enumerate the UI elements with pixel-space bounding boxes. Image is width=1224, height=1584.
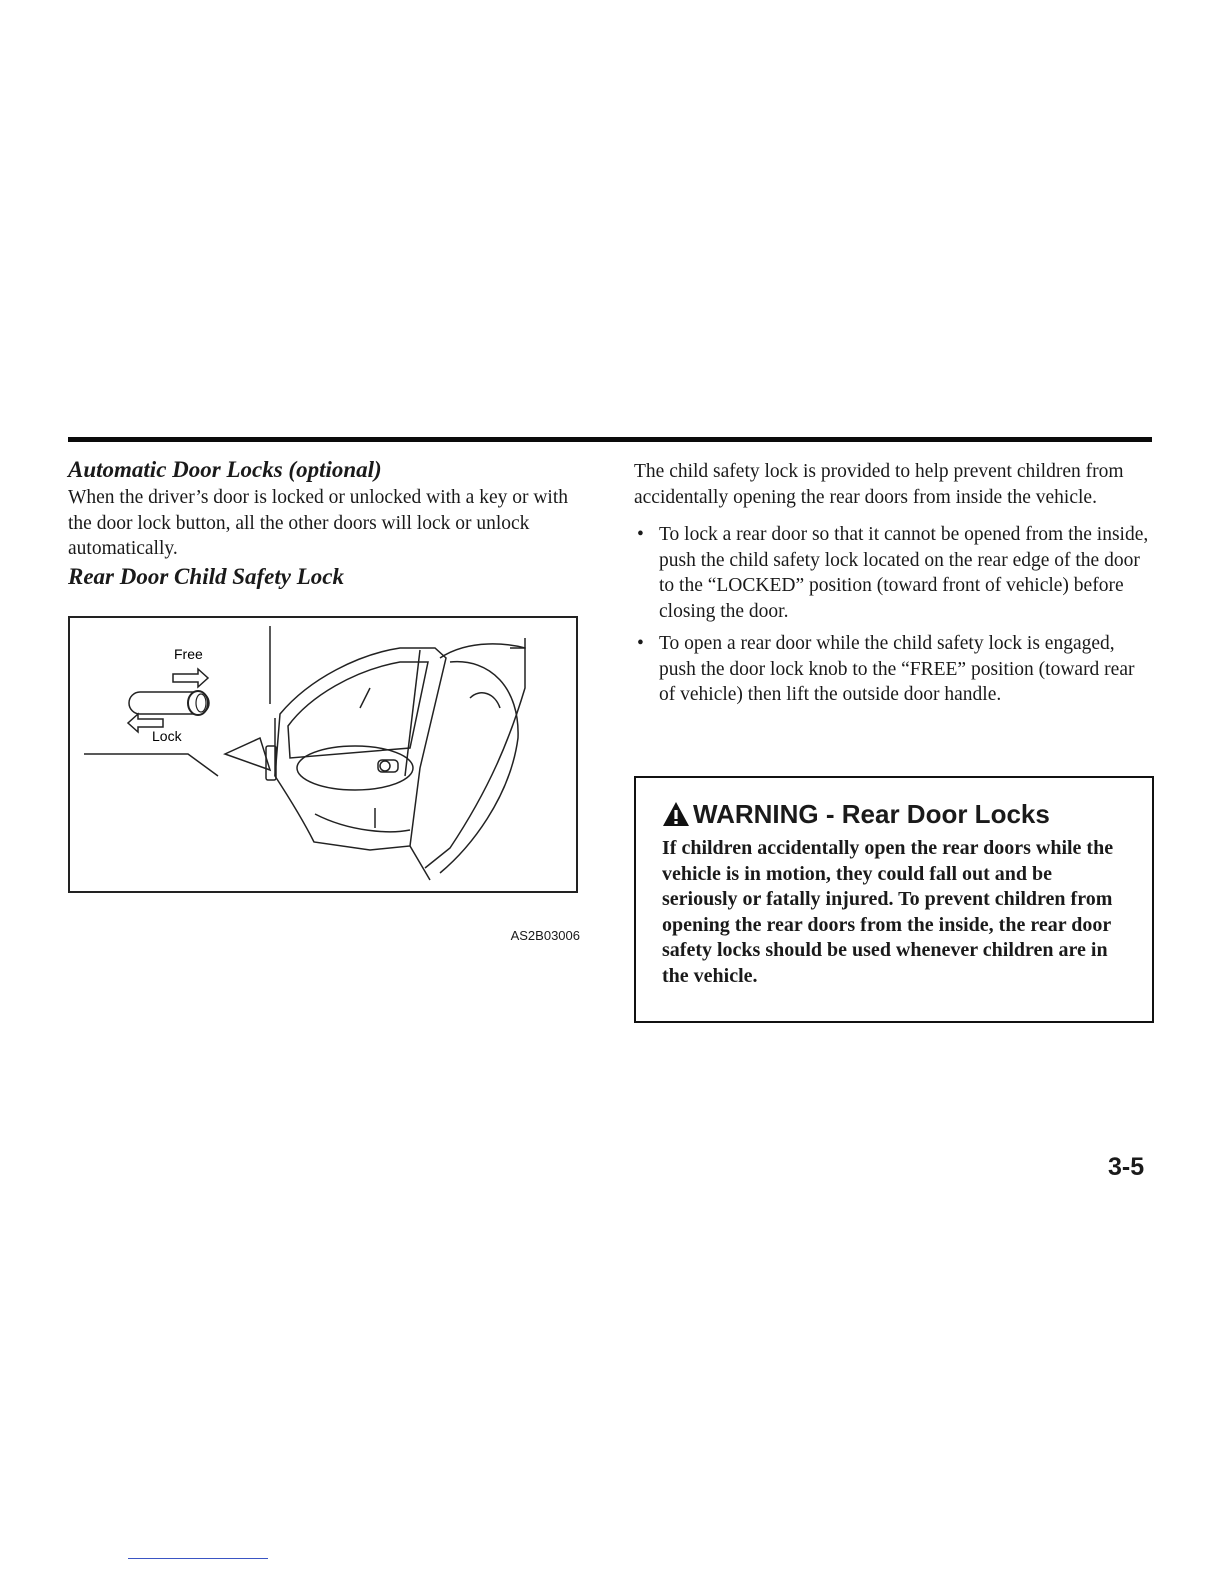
warning-triangle-icon bbox=[662, 801, 690, 827]
warning-text: If children accidentally open the rear doors while the vehicle is in motion, they could fall out and be seriously or fatally injured. To prevent children from opening the rear doors from the inside, the rear door safety locks should be used whenever children are in the vehicle. bbox=[662, 837, 1114, 987]
figure-label-free: Free bbox=[174, 645, 203, 662]
child-safety-bullets bbox=[634, 522, 1154, 708]
section-rule bbox=[68, 437, 1152, 442]
footer-line bbox=[128, 1558, 268, 1559]
paragraph-automatic-door-locks: When the driver’s door is locked or unlocked with a key or with the door lock button, all the other doors will lock or unlock automatically. bbox=[68, 487, 569, 559]
left-column bbox=[68, 455, 588, 893]
bullet-icon: • bbox=[637, 633, 644, 654]
warning-title-text: WARNING - Rear Door Locks bbox=[693, 799, 1050, 829]
warning-box bbox=[634, 776, 1154, 1023]
bullet-text: To open a rear door while the child safety lock is engaged, push the door lock knob to the “FREE” position (toward rear of vehicle) then lift the outside door handle. bbox=[659, 633, 1135, 705]
heading-rear-door-child-safety-lock: Rear Door Child Safety Lock bbox=[68, 563, 344, 589]
list-item bbox=[634, 522, 1154, 624]
figure-code: AS2B03006 bbox=[510, 928, 580, 943]
list-item bbox=[634, 631, 1154, 708]
bullet-text: To lock a rear door so that it cannot be opened from the inside, push the child safety lock located on the rear edge of the door to the “LOCKED” position (toward front of vehicle) before closing the door. bbox=[659, 524, 1149, 622]
free-arrow-icon bbox=[173, 669, 208, 687]
heading-automatic-door-locks: Automatic Door Locks (optional) bbox=[68, 457, 382, 482]
bullet-icon: • bbox=[637, 524, 644, 545]
figure-label-lock: Lock bbox=[152, 727, 182, 744]
child-lock-figure bbox=[68, 616, 578, 893]
right-column bbox=[634, 459, 1154, 715]
paragraph-child-safety-intro: The child safety lock is provided to help prevent children from accidentally opening the rear doors from inside the vehicle. bbox=[634, 461, 1124, 508]
lock-switch-icon bbox=[129, 691, 209, 715]
page-number: 3-5 bbox=[1108, 1153, 1145, 1181]
child-lock-illustration bbox=[70, 618, 576, 891]
warning-title bbox=[662, 798, 1132, 830]
